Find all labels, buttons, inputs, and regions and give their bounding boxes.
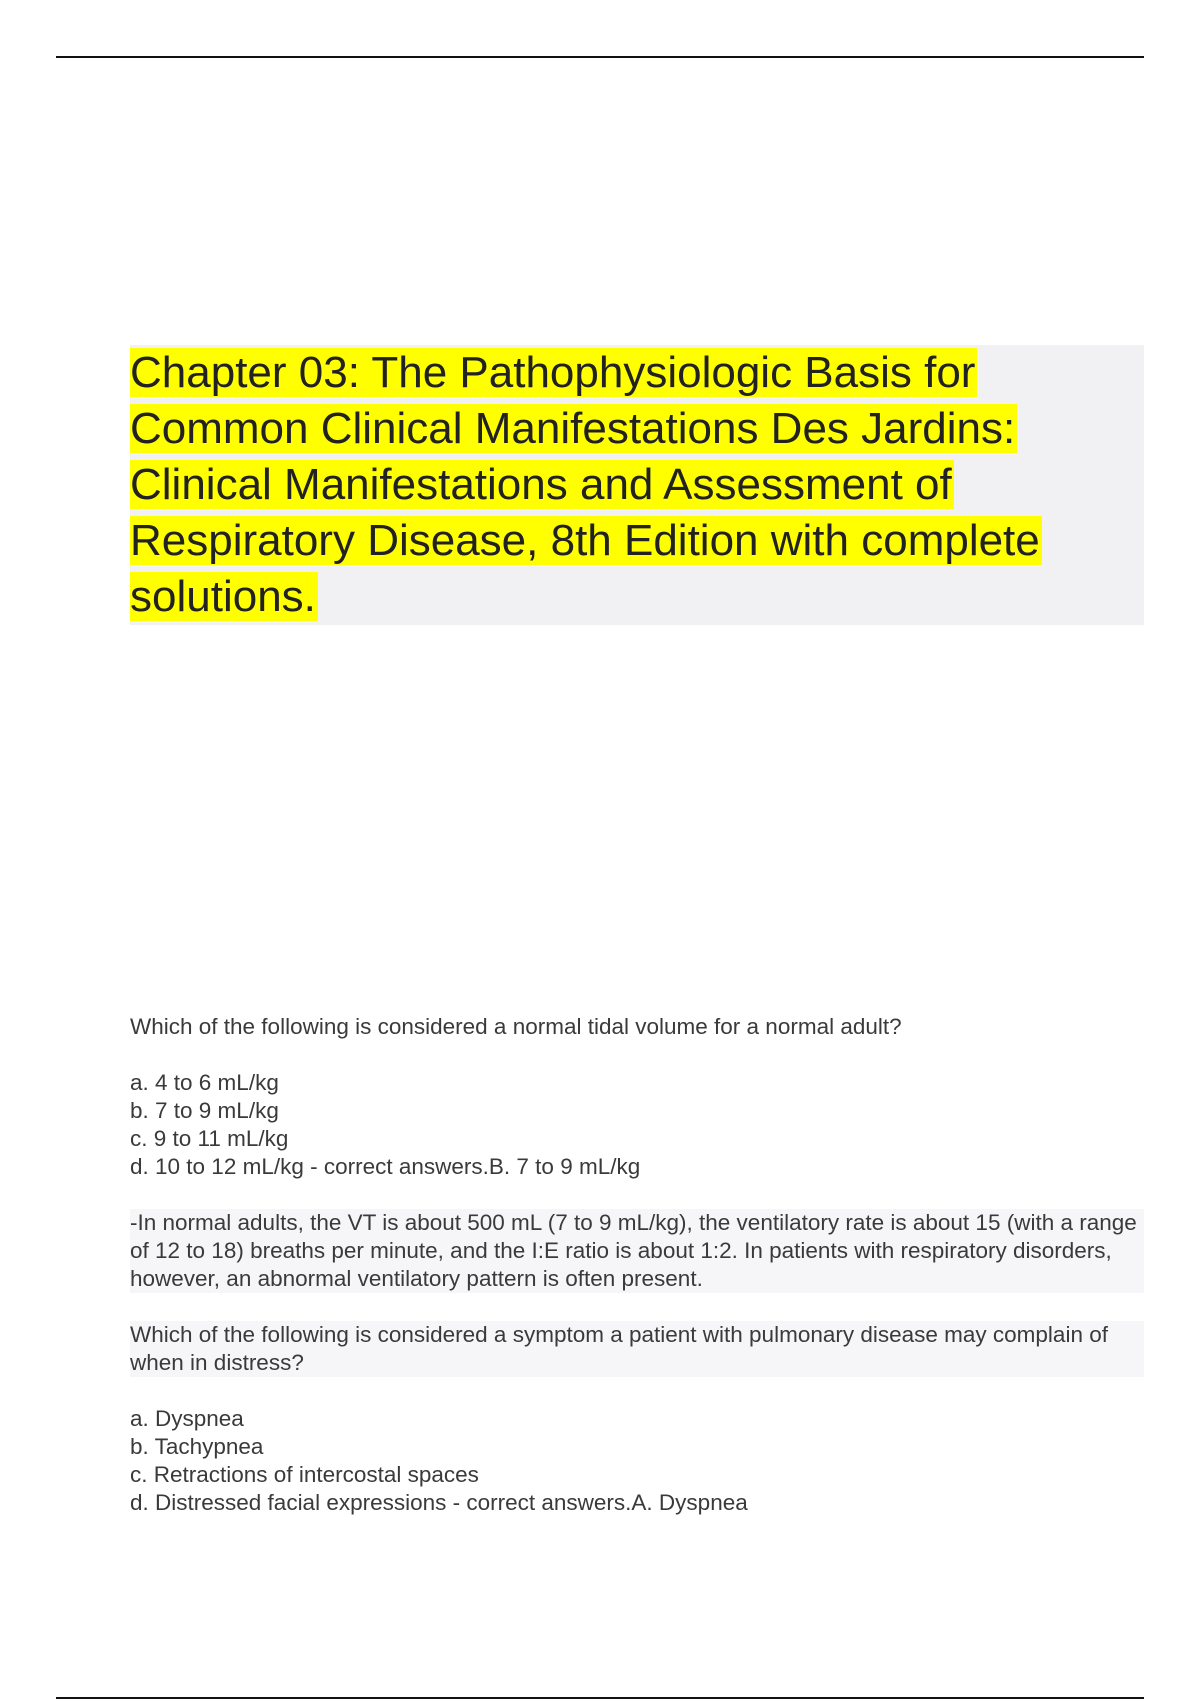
question-1-option-b: b. 7 to 9 mL/kg (130, 1098, 279, 1123)
bottom-rule (56, 1697, 1144, 1699)
question-2-option-b: b. Tachypnea (130, 1434, 264, 1459)
question-1-option-c: c. 9 to 11 mL/kg (130, 1126, 289, 1151)
title-highlight: Chapter 03: The Pathophysiologic Basis for Common Clinical Manifestations Des Jardins: Clinical Manifestations and Assessment of Respiratory Disease, 8th Edition with complete solutions. (130, 348, 1040, 621)
question-1-explanation: -In normal adults, the VT is about 500 mL (7 to 9 mL/kg), the ventilatory rate is about 15 (with a range of 12 to 18) breaths per minute, and the I:E ratio is about 1:2. In patients with respiratory disorders, however, an abnormal ventilatory pattern is often present. (130, 1209, 1144, 1293)
top-rule (56, 56, 1144, 58)
question-2-option-c: c. Retractions of intercostal spaces (130, 1462, 479, 1487)
question-2-options (130, 1405, 1144, 1517)
question-1-option-d: d. 10 to 12 mL/kg - correct answers.B. 7 to 9 mL/kg (130, 1154, 641, 1179)
question-2-option-d: d. Distressed facial expressions - correct answers.A. Dyspnea (130, 1490, 748, 1515)
question-1: Which of the following is considered a normal tidal volume for a normal adult? (130, 1014, 902, 1039)
question-2-option-a: a. Dyspnea (130, 1406, 244, 1431)
question-1-option-a: a. 4 to 6 mL/kg (130, 1070, 279, 1095)
question-1-options (130, 1069, 1144, 1181)
document-title (130, 345, 1144, 625)
question-2: Which of the following is considered a symptom a patient with pulmonary disease may complain of when in distress? (130, 1321, 1144, 1377)
document-body (130, 1013, 1144, 1545)
